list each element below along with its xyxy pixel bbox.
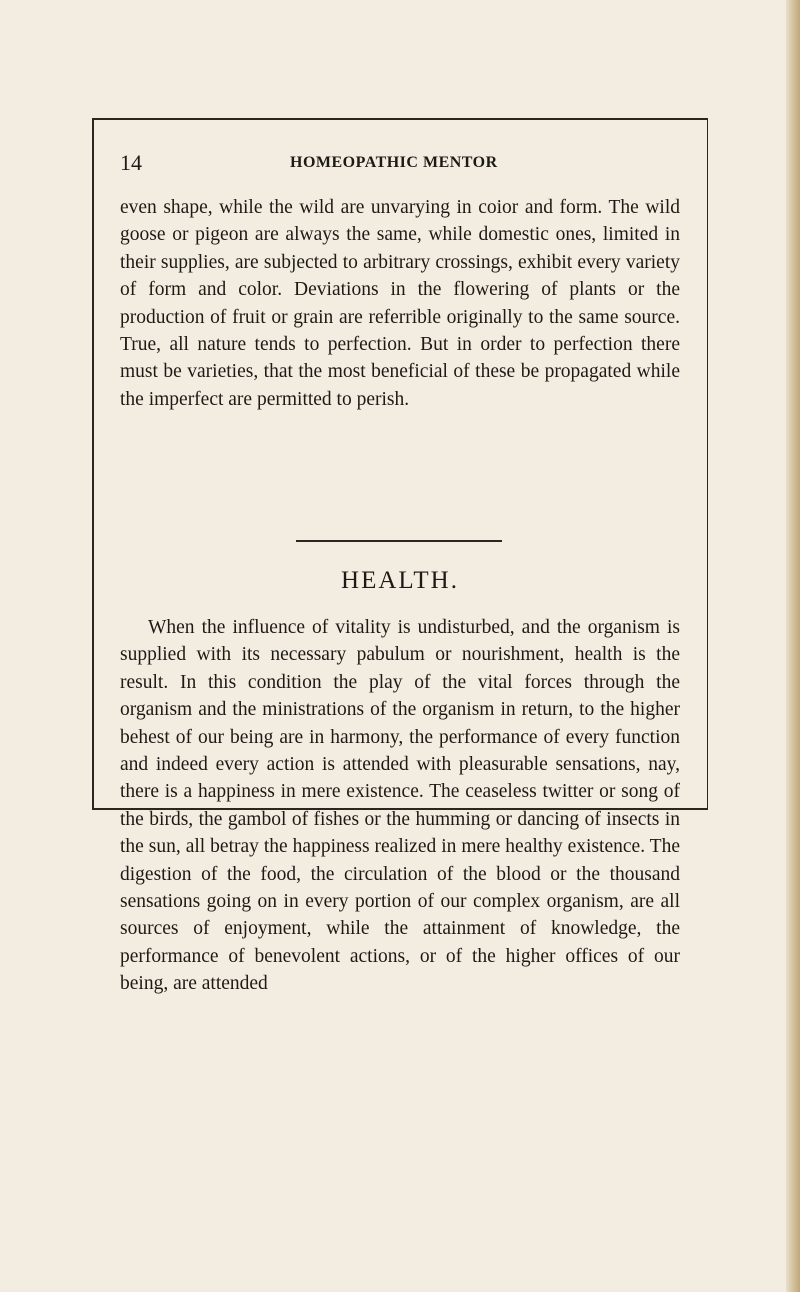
section-title: HEALTH. [341, 567, 459, 594]
page-number: 14 [120, 150, 142, 175]
body-paragraph-2: When the influence of vitality is undisturbed, and the organism is supplied with its necessary pabulum or nourishment, health is the result. In this condition the play of the vital forces through the organism and the ministrations of the organism in return, to the higher behest of our being are in harmony, the performance of every function and indeed every action is attended with pleasurable sensations, nay, there is a happiness in mere existence. The ceaseless twitter or song of the birds, the gambol of fishes or the humming or dancing of insects in the sun, all betray the happiness realized in mere healthy existence. The digestion of the food, the circulation of the blood or the thousand sensations going on in every portion of our complex organism, are all sources of enjoyment, while the attainment of knowledge, the performance of benevolent actions, or of the higher offices of our being, are attended [120, 617, 680, 995]
body-paragraph-1: even shape, while the wild are unvarying in coior and form. The wild goose or pigeon are always the same, while domestic ones, limited in their supplies, are subjected to arbitrary crossings, exhibit every variety of form and color. Deviations in the flowering of plants or the production of fruit or grain are referrible originally to the same source. True, all nature tends to perfection. But in order to perfection there must be varieties, that the most beneficial of these be propagated while the imperfect are permitted to perish. [120, 197, 680, 410]
page-header [120, 150, 680, 176]
section-divider [296, 540, 502, 542]
page-edge [786, 0, 800, 1292]
running-head: HOMEOPATHIC MENTOR [290, 154, 498, 171]
